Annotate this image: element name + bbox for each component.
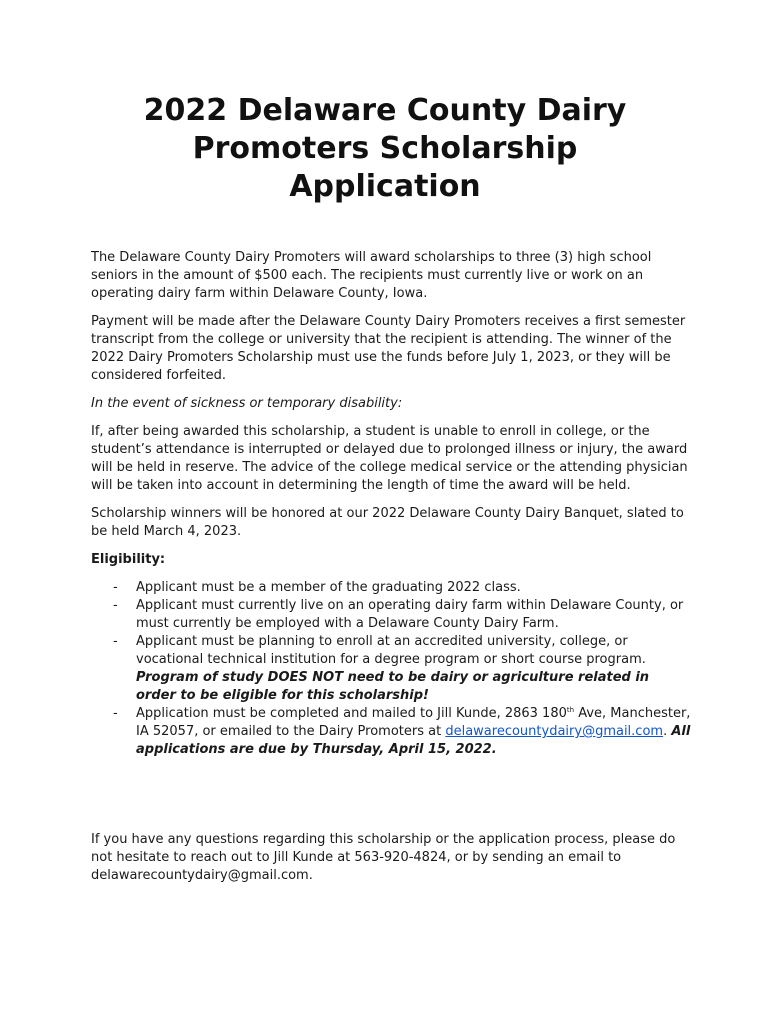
document-body bbox=[91, 249, 691, 759]
email-link[interactable]: delawarecountydairy@gmail.com bbox=[445, 724, 664, 739]
eligibility-heading: Eligibility: bbox=[91, 552, 166, 567]
list-item bbox=[91, 705, 691, 759]
bullet-dash: - bbox=[113, 634, 118, 649]
eligibility-emphasis: Program of study DOES NOT need to be dairy or agriculture related in order to be eligible for this scholarship! bbox=[136, 670, 650, 703]
eligibility-item-text: Ave, Manchester, IA 52057, or emailed to the Dairy Promoters at bbox=[136, 706, 691, 739]
bullet-dash: - bbox=[113, 598, 118, 613]
closing-paragraph: If you have any questions regarding this scholarship or the application process, please do not hesitate to reach out to Jill Kunde at 563-920-4824, or by sending an email to delawarecountydairy@gmail.com. bbox=[91, 832, 676, 883]
intro-paragraph: The Delaware County Dairy Promoters will award scholarships to three (3) high school seniors in the amount of $500 each. The recipients must currently live or work on an operating dairy farm within Delaware County, Iowa. bbox=[91, 250, 652, 301]
sickness-paragraph: If, after being awarded this scholarship, a student is unable to enroll in college, or the student’s attendance is interrupted or delayed due to prolonged illness or injury, the award will be held in reserve. The advice of the college medical service or the attending physician will be taken into account in determining the length of time the award will be held. bbox=[91, 424, 688, 493]
ordinal-suffix: th bbox=[566, 706, 575, 714]
banquet-paragraph: Scholarship winners will be honored at our 2022 Delaware County Dairy Banquet, slated to be held March 4, 2023. bbox=[91, 506, 684, 539]
list-item bbox=[91, 597, 691, 633]
eligibility-item-text: Applicant must be planning to enroll at an accredited university, college, or vocational technical institution for a degree program or short course program. bbox=[136, 634, 646, 667]
page-title: 2022 Delaware County Dairy Promoters Scholarship Application bbox=[143, 93, 627, 204]
eligibility-item-text: . bbox=[663, 724, 672, 739]
bullet-dash: - bbox=[113, 580, 118, 595]
payment-paragraph: Payment will be made after the Delaware County Dairy Promoters receives a first semester transcript from the college or university that the recipient is attending. The winner of the 2022 Dairy Promoters Scholarship must use the funds before July 1, 2023, or they will be considered forfeited. bbox=[91, 314, 686, 383]
deadline-emphasis: All applications are due by Thursday, April 15, 2022. bbox=[136, 724, 691, 757]
sickness-heading: In the event of sickness or temporary disability: bbox=[91, 396, 403, 411]
bullet-dash: - bbox=[113, 706, 118, 721]
list-item bbox=[91, 579, 691, 597]
eligibility-item-text: Application must be completed and mailed to Jill Kunde, 2863 180 bbox=[136, 706, 567, 721]
eligibility-list bbox=[91, 579, 691, 759]
eligibility-item-text: Applicant must currently live on an operating dairy farm within Delaware County, or must currently be employed with a Delaware County Dairy Farm. bbox=[136, 598, 684, 631]
list-item bbox=[91, 633, 691, 705]
eligibility-item-text: Applicant must be a member of the graduating 2022 class. bbox=[136, 580, 521, 595]
